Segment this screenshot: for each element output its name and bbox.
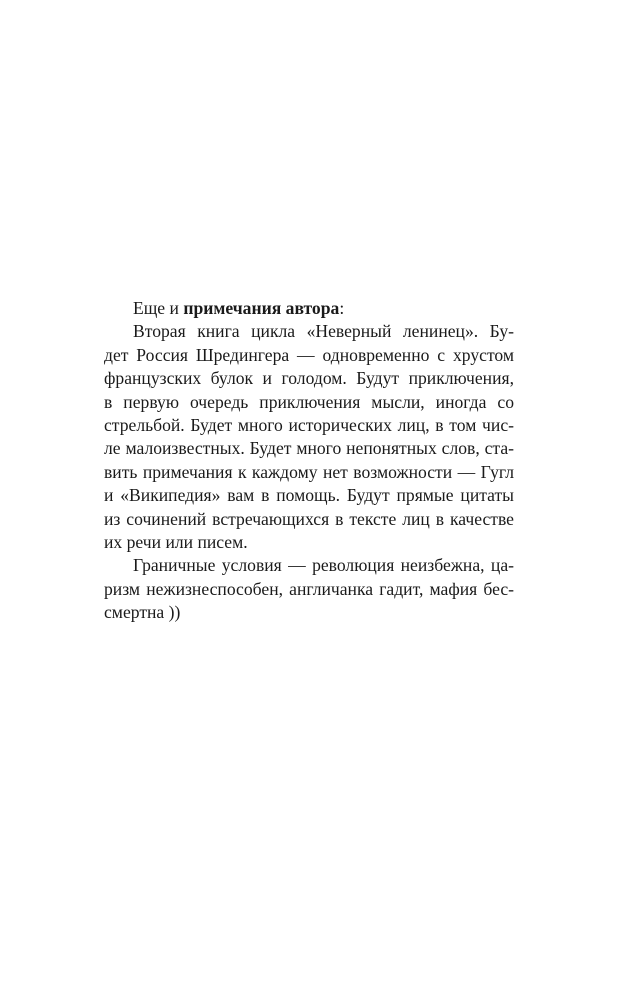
paragraph1-line: их речи или писем. (104, 531, 248, 552)
paragraph2-line: ризм нежизнеспособен, англичанка гадит, мафия бес- (104, 578, 514, 599)
paragraph1-line: ле малоизвестных. Будет много непонятных слов, ста- (104, 438, 514, 459)
intro-bold-heading: примечания автора (183, 298, 340, 318)
intro-line (104, 297, 514, 320)
paragraph1-line: в первую очередь приключения мысли, иногда со (104, 391, 514, 412)
paragraph2-line: смертна )) (104, 602, 181, 623)
paragraph1-line: французских булок и голодом. Будут приключения, (104, 368, 514, 389)
paragraph1-line: вить примечания к каждому нет возможности — Гугл (104, 461, 514, 482)
paragraph1-line: и «Википедия» вам в помощь. Будут прямые цитаты (104, 485, 514, 506)
paragraph1-line: дет Россия Шредингера — одновременно с хрустом (104, 344, 514, 365)
paragraph1-line: стрельбой. Будет много исторических лиц, в том чис- (104, 414, 514, 435)
paragraph1-line: из сочинений встречающихся в тексте лиц в качестве (104, 508, 514, 529)
author-notes-text (104, 297, 514, 624)
intro-suffix: : (339, 298, 345, 318)
paragraph1-line: Вторая книга цикла «Неверный ленинец». Бу- (133, 321, 514, 342)
intro-prefix: Еще и (133, 298, 184, 318)
paragraph2-line: Граничные условия — революция неизбежна, ца- (133, 555, 514, 576)
